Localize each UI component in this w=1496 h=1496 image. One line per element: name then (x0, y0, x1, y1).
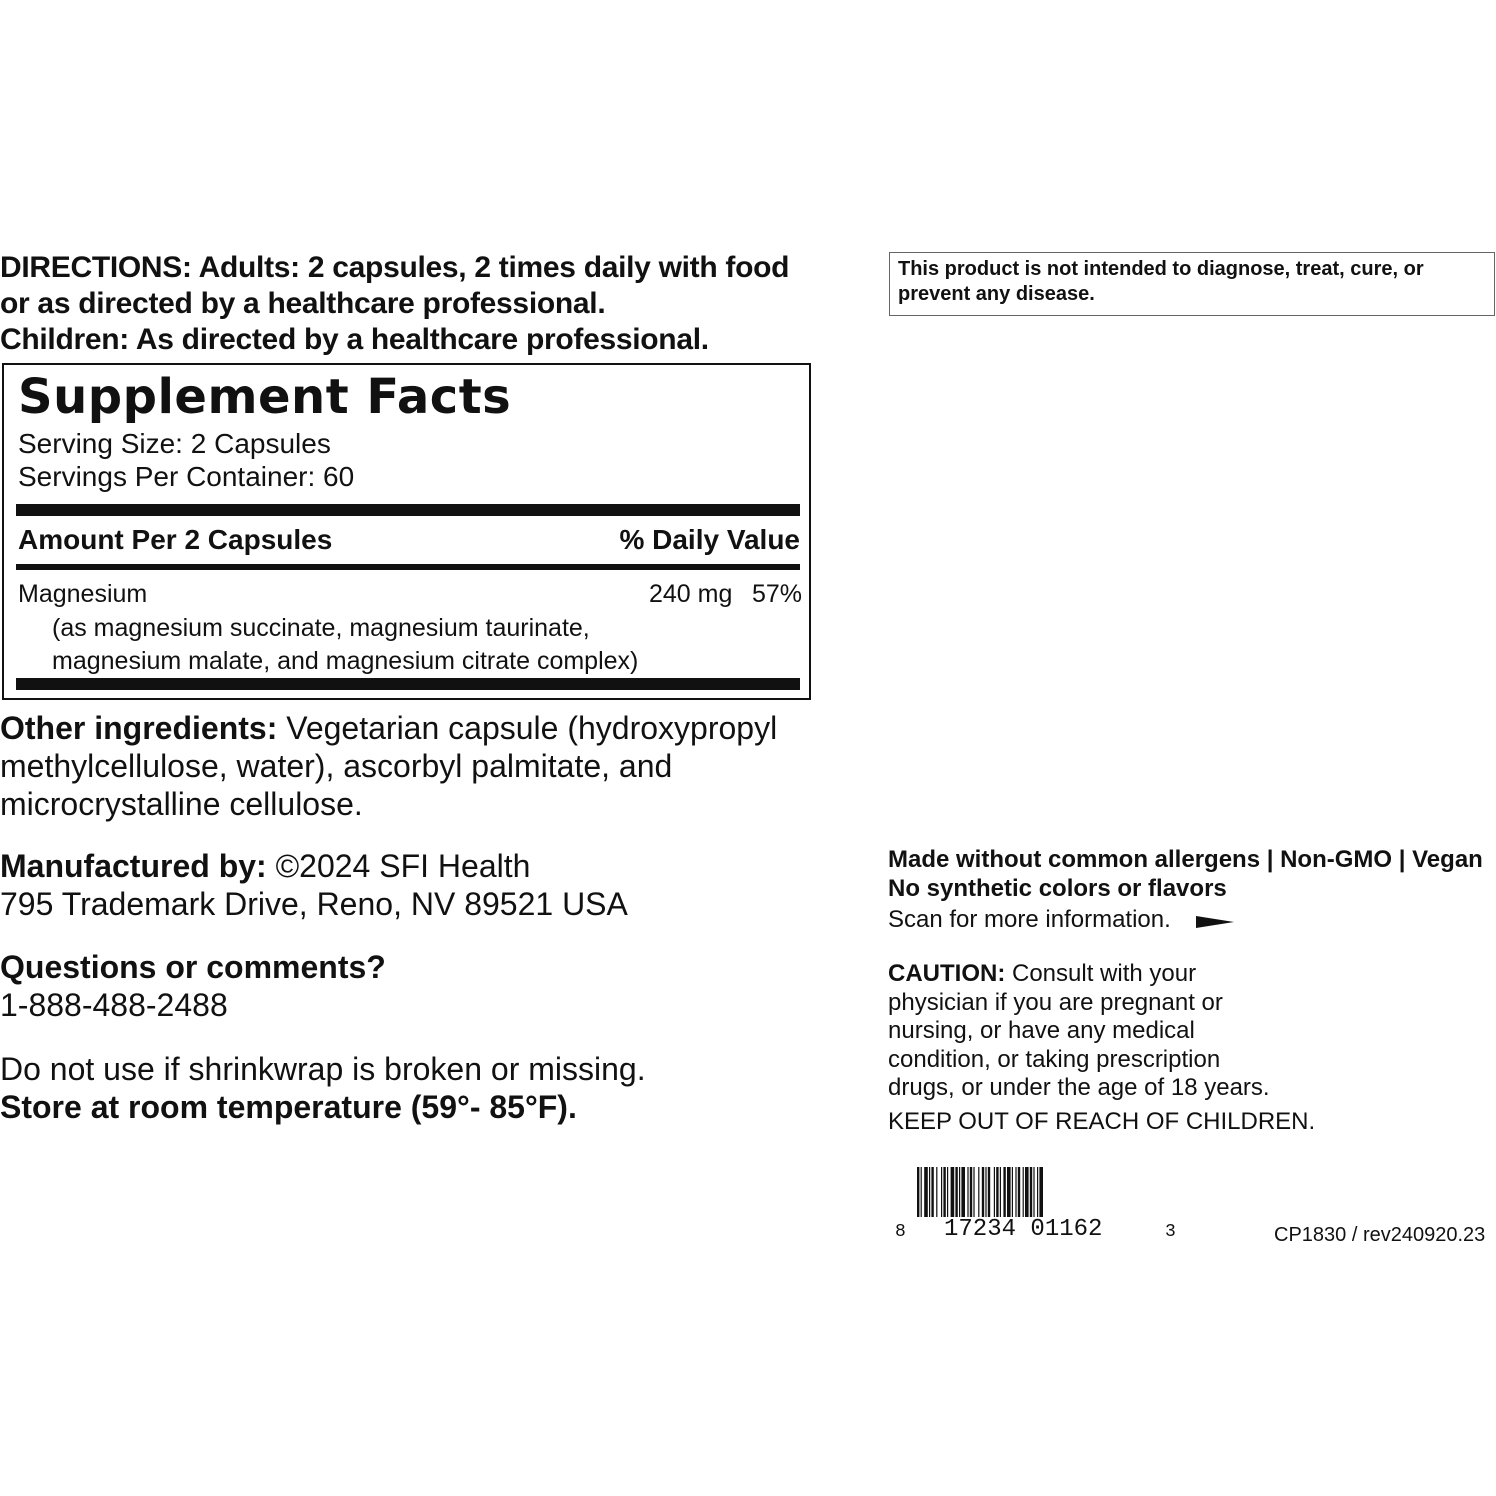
caution-line-1: Consult with your (1005, 960, 1197, 987)
other-ingredients-text-3: microcrystalline cellulose. (0, 786, 363, 822)
barcode-number: 17234 01162 (944, 1216, 1103, 1243)
barcode-bar (996, 1167, 998, 1217)
other-ingredients-text-1: Vegetarian capsule (hydroxypropyl (277, 710, 778, 746)
shrinkwrap-warning: Do not use if shrinkwrap is broken or missing. (0, 1051, 646, 1087)
storage-instruction: Store at room temperature (59°- 85°F). (0, 1089, 577, 1125)
phone-number: 1-888-488-2488 (0, 987, 228, 1023)
barcode-bar (1037, 1167, 1038, 1217)
questions-label: Questions or comments? (0, 949, 386, 985)
nutrient-name: Magnesium (18, 580, 148, 608)
barcode-bar (1003, 1167, 1005, 1217)
claims-line-2: No synthetic colors or flavors (888, 875, 1227, 902)
supplement-facts-panel (2, 363, 811, 700)
claims-line-1: Made without common allergens | Non-GMO | Vegan (888, 846, 1483, 873)
barcode-bar (917, 1167, 919, 1217)
barcode-bar (924, 1167, 928, 1217)
other-ingredients-text-2: methylcellulose, water), ascorbyl palmitate, and (0, 748, 673, 784)
keep-out-of-reach: KEEP OUT OF REACH OF CHILDREN. (888, 1108, 1316, 1135)
arrow-right-icon (1196, 916, 1234, 928)
directions-line-2: or as directed by a healthcare professional. (0, 287, 606, 320)
barcode-bar (931, 1167, 933, 1217)
questions (0, 948, 386, 1024)
barcode-bar (985, 1167, 986, 1217)
product-claims (888, 845, 1483, 903)
amount-header: Amount Per 2 Capsules (18, 524, 333, 555)
nutrient-detail-line-2: magnesium malate, and magnesium citrate complex) (52, 647, 639, 675)
caution-line-4: condition, or taking prescription (888, 1045, 1221, 1073)
barcode-bar (982, 1167, 984, 1217)
caution-line-2: physician if you are pregnant or (888, 988, 1223, 1016)
barcode-bar (947, 1167, 948, 1217)
barcode-bar (1039, 1167, 1043, 1217)
barcode-bar (978, 1167, 979, 1217)
other-ingredients (0, 709, 777, 823)
servings-per-container: Servings Per Container: 60 (18, 461, 355, 492)
manufacturer-address: 795 Trademark Drive, Reno, NV 89521 USA (0, 886, 628, 922)
nutrient-daily-value: 57% (751, 580, 802, 608)
barcode-bar (1012, 1167, 1013, 1217)
barcode-bar (961, 1167, 965, 1217)
divider-thick-bottom (16, 678, 800, 690)
other-ingredients-label: Other ingredients: (0, 710, 278, 746)
scan-text: Scan for more information. (888, 906, 1171, 933)
directions-line-1: DIRECTIONS: Adults: 2 capsules, 2 times daily with food (0, 251, 790, 284)
directions-line-3: Children: As directed by a healthcare professional. (0, 323, 709, 356)
directions (0, 250, 820, 358)
barcode-bar (959, 1167, 960, 1217)
barcode-bar (1007, 1167, 1011, 1217)
caution-line-3: nursing, or have any medical (888, 1017, 1195, 1044)
manufacturer-name: ©2024 SFI Health (266, 848, 531, 884)
nutrient-amount: 240 mg (649, 580, 733, 608)
barcode-bar (973, 1167, 974, 1217)
barcode-bar (921, 1167, 922, 1217)
barcode-bar (941, 1167, 942, 1217)
caution-line-5: drugs, or under the age of 18 years. (888, 1074, 1270, 1101)
barcode-bar (943, 1167, 945, 1217)
revision-code: CP1830 / rev240920.23 (1274, 1224, 1486, 1246)
manufacturer (0, 847, 628, 923)
fda-disclaimer: This product is not intended to diagnose, treat, cure, or prevent any disease. (889, 252, 1495, 316)
barcode-check-digit: 3 (1165, 1222, 1176, 1242)
barcode-bar (955, 1167, 957, 1217)
divider-thick-top (16, 504, 800, 516)
storage (0, 1050, 646, 1126)
barcode-bar (988, 1167, 990, 1217)
daily-value-header: % Daily Value (619, 524, 800, 555)
barcode-bar (994, 1167, 995, 1217)
barcode-lead-digit: 8 (895, 1222, 906, 1242)
caution-label: CAUTION: (888, 960, 1006, 987)
barcode-icon (917, 1167, 1153, 1217)
caution (888, 960, 1270, 1103)
serving-info (18, 427, 354, 493)
barcode-bar (1025, 1167, 1029, 1217)
barcode-bar (929, 1167, 930, 1217)
barcode-bar (936, 1167, 937, 1217)
serving-size: Serving Size: 2 Capsules (18, 428, 331, 459)
barcode-bar (1030, 1167, 1032, 1217)
manufacturer-label: Manufactured by: (0, 848, 267, 884)
facts-title: Supplement Facts (18, 369, 512, 425)
nutrient-detail-line-1: (as magnesium succinate, magnesium taurinate, (52, 614, 590, 642)
barcode-bar (1018, 1167, 1020, 1217)
divider-mid (16, 564, 800, 570)
barcode-bar (1033, 1167, 1034, 1217)
barcode-bar (1023, 1167, 1024, 1217)
barcode-bar (1000, 1167, 1001, 1217)
nutrient-detail (52, 612, 638, 678)
barcode-bar (970, 1167, 972, 1217)
barcode-bar (951, 1167, 955, 1217)
barcode-bar (1015, 1167, 1016, 1217)
barcode-bar (967, 1167, 968, 1217)
